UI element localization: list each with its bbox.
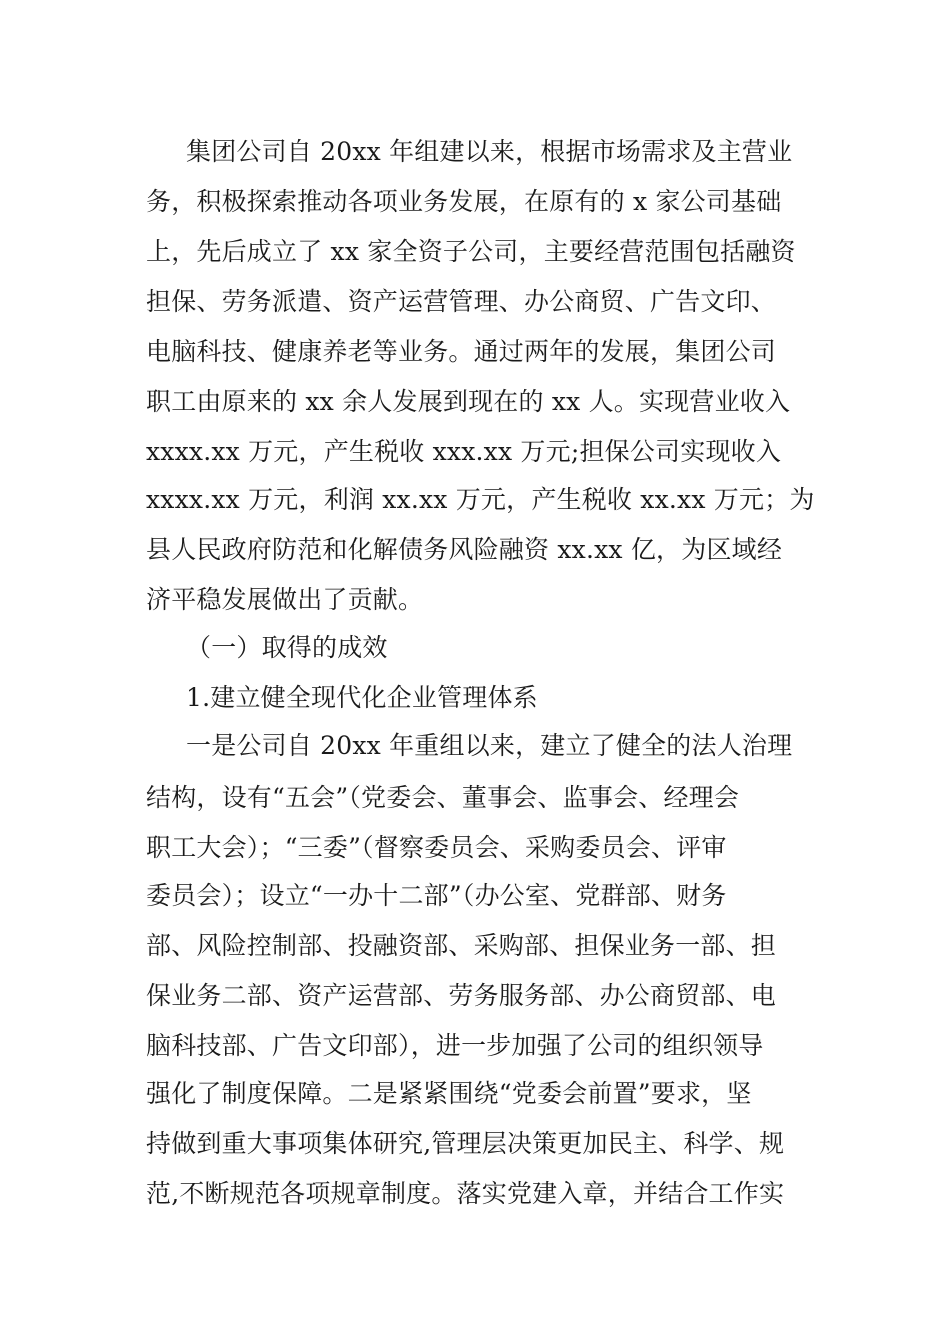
paragraph-line: 部、风险控制部、投融资部、采购部、担保业务一部、担 (146, 931, 777, 960)
paragraph-line: 持做到重大事项集体研究,管理层决策更加民主、科学、规 (146, 1129, 785, 1158)
paragraph-line: 担保、劳务派遣、资产运营管理、办公商贸、广告文印、 (146, 287, 777, 316)
paragraph-line: xxxx.xx 万元，利润 xx.xx 万元，产生税收 xx.xx 万元；为 (146, 485, 815, 514)
paragraph-line: 一是公司自 20xx 年重组以来，建立了健全的法人治理 (186, 731, 793, 760)
paragraph-line: 上，先后成立了 xx 家全资子公司，主要经营范围包括融资 (146, 237, 796, 266)
paragraph-line: 集团公司自 20xx 年组建以来，根据市场需求及主营业 (186, 137, 793, 166)
paragraph-line: 范,不断规范各项规章制度。落实党建入章，并结合工作实 (146, 1179, 785, 1208)
subsection-heading: 1.建立健全现代化企业管理体系 (186, 683, 538, 712)
paragraph-line: 职工大会）；“三委”（督察委员会、采购委员会、评审 (146, 833, 727, 862)
paragraph-line: 结构，设有“五会”（党委会、董事会、监事会、经理会 (146, 783, 740, 812)
paragraph-line: xxxx.xx 万元，产生税收 xxx.xx 万元;担保公司实现收入 (146, 437, 782, 466)
paragraph-line: 脑科技部、广告文印部），进一步加强了公司的组织领导 (146, 1031, 764, 1060)
paragraph-line: 委员会）；设立“一办十二部”（办公室、党群部、财务 (146, 881, 727, 910)
paragraph-line: 保业务二部、资产运营部、劳务服务部、办公商贸部、电 (146, 981, 777, 1010)
paragraph-line: 县人民政府防范和化解债务风险融资 xx.xx 亿，为区域经 (146, 535, 783, 564)
paragraph-line: 电脑科技、健康养老等业务。通过两年的发展，集团公司 (146, 337, 777, 366)
paragraph-line: 职工由原来的 xx 余人发展到现在的 xx 人。实现营业收入 (146, 387, 791, 416)
paragraph-line: 务，积极探索推动各项业务发展，在原有的 x 家公司基础 (146, 187, 782, 216)
section-heading: （一）取得的成效 (186, 633, 388, 662)
paragraph-line: 强化了制度保障。二是紧紧围绕“党委会前置”要求，坚 (146, 1079, 752, 1108)
paragraph-line: 济平稳发展做出了贡献。 (146, 585, 424, 614)
